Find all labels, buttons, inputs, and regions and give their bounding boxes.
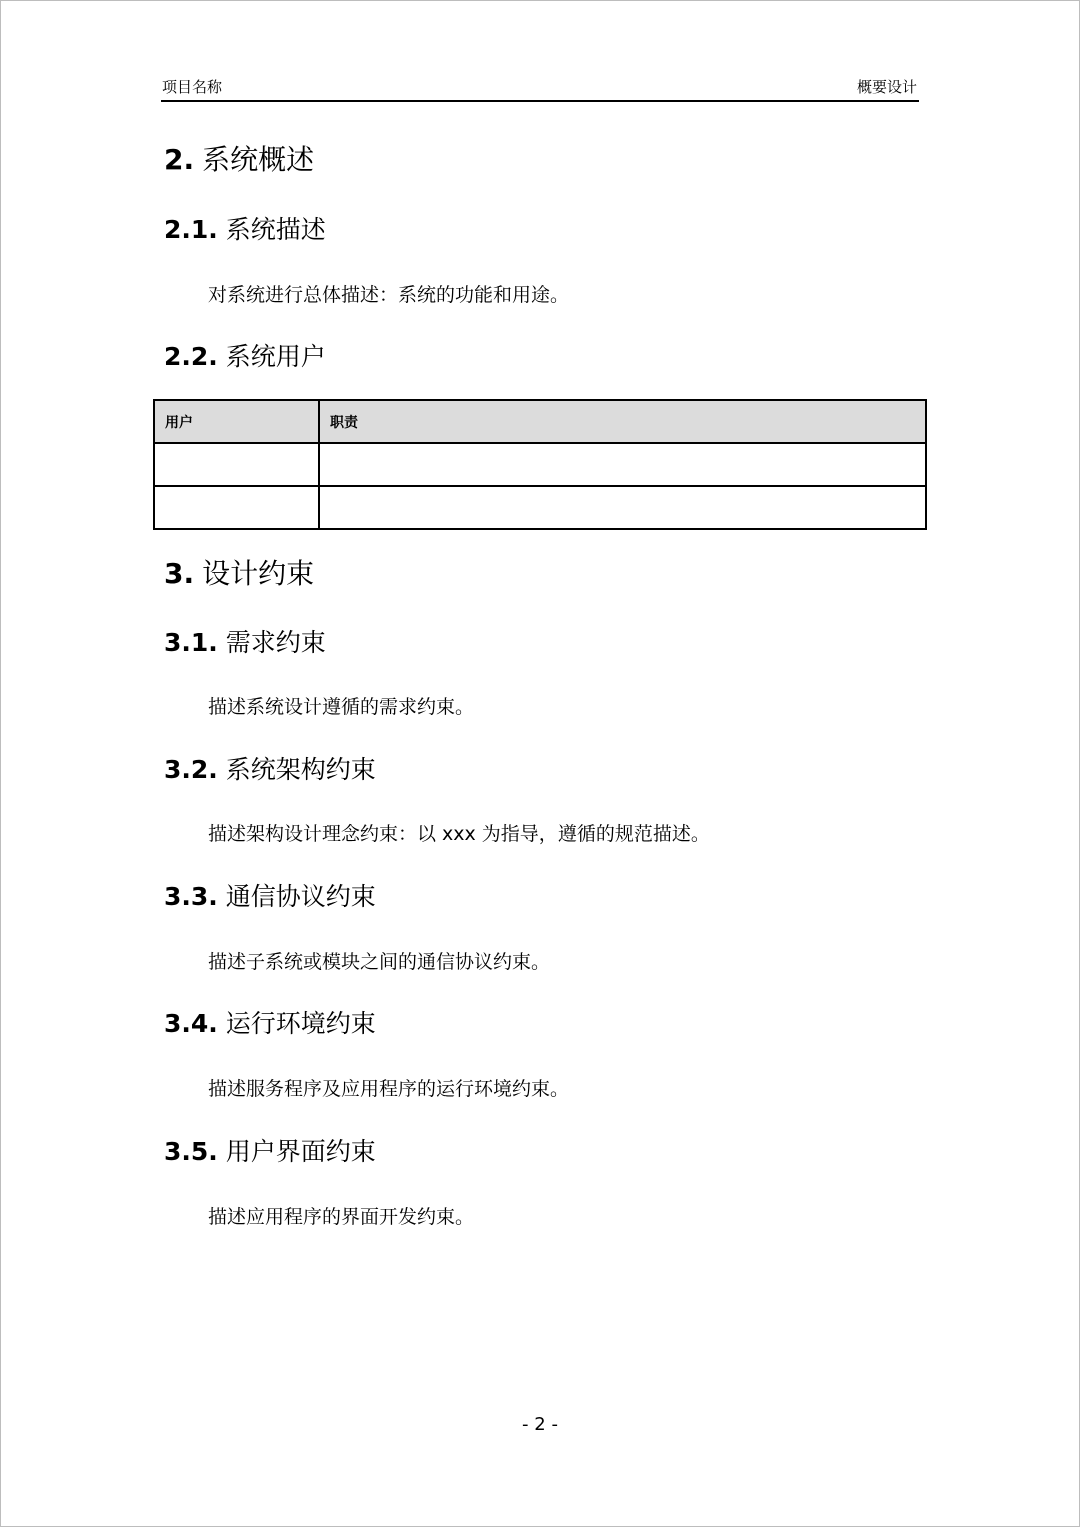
heading-number: 3.5. [164, 1137, 218, 1166]
heading-title: 设计约束 [202, 557, 315, 590]
table-header-row [154, 400, 926, 443]
paragraph-requirement-constraints: 描述系统设计遵循的需求约束。 [208, 696, 475, 718]
heading-title: 用户界面约束 [225, 1137, 376, 1166]
heading-number: 3.4. [164, 1009, 218, 1038]
heading-title: 运行环境约束 [225, 1009, 376, 1038]
header-document-type: 概要设计 [856, 78, 917, 96]
paragraph-ui-constraints: 描述应用程序的界面开发约束。 [208, 1206, 475, 1228]
heading-section-3-5 [164, 1136, 376, 1168]
table-cell-responsibility [319, 443, 926, 486]
system-users-table [153, 399, 927, 530]
table-cell-user [154, 443, 319, 486]
heading-number: 2. [164, 143, 195, 176]
heading-section-2-1 [164, 214, 326, 246]
page-number: - 2 - [522, 1414, 558, 1435]
heading-number: 3.2. [164, 755, 218, 784]
heading-number: 3. [164, 557, 195, 590]
table-row [154, 486, 926, 529]
heading-number: 2.1. [164, 215, 218, 244]
heading-title: 系统描述 [225, 215, 326, 244]
heading-title: 系统用户 [225, 342, 326, 371]
heading-title: 系统概述 [202, 143, 315, 176]
heading-title: 系统架构约束 [225, 755, 376, 784]
heading-number: 2.2. [164, 342, 218, 371]
heading-section-3-1 [164, 627, 326, 659]
paragraph-architecture-constraints: 描述架构设计理念约束：以 xxx 为指导，遵循的规范描述。 [208, 823, 710, 845]
header-project-name: 项目名称 [162, 78, 223, 96]
table-cell-user [154, 486, 319, 529]
heading-section-3 [164, 557, 314, 591]
heading-number: 3.3. [164, 882, 218, 911]
page-header [161, 76, 919, 102]
column-header-user: 用户 [154, 400, 319, 443]
heading-section-3-3 [164, 881, 376, 913]
heading-section-3-2 [164, 754, 376, 786]
table-row [154, 443, 926, 486]
heading-section-2-2 [164, 341, 326, 373]
heading-number: 3.1. [164, 628, 218, 657]
paragraph-system-description: 对系统进行总体描述：系统的功能和用途。 [208, 284, 570, 306]
heading-section-2 [164, 143, 314, 177]
column-header-responsibility: 职责 [319, 400, 926, 443]
heading-title: 需求约束 [225, 628, 326, 657]
heading-section-3-4 [164, 1008, 376, 1040]
table-cell-responsibility [319, 486, 926, 529]
paragraph-runtime-constraints: 描述服务程序及应用程序的运行环境约束。 [208, 1078, 570, 1100]
heading-title: 通信协议约束 [225, 882, 376, 911]
paragraph-protocol-constraints: 描述子系统或模块之间的通信协议约束。 [208, 951, 551, 973]
